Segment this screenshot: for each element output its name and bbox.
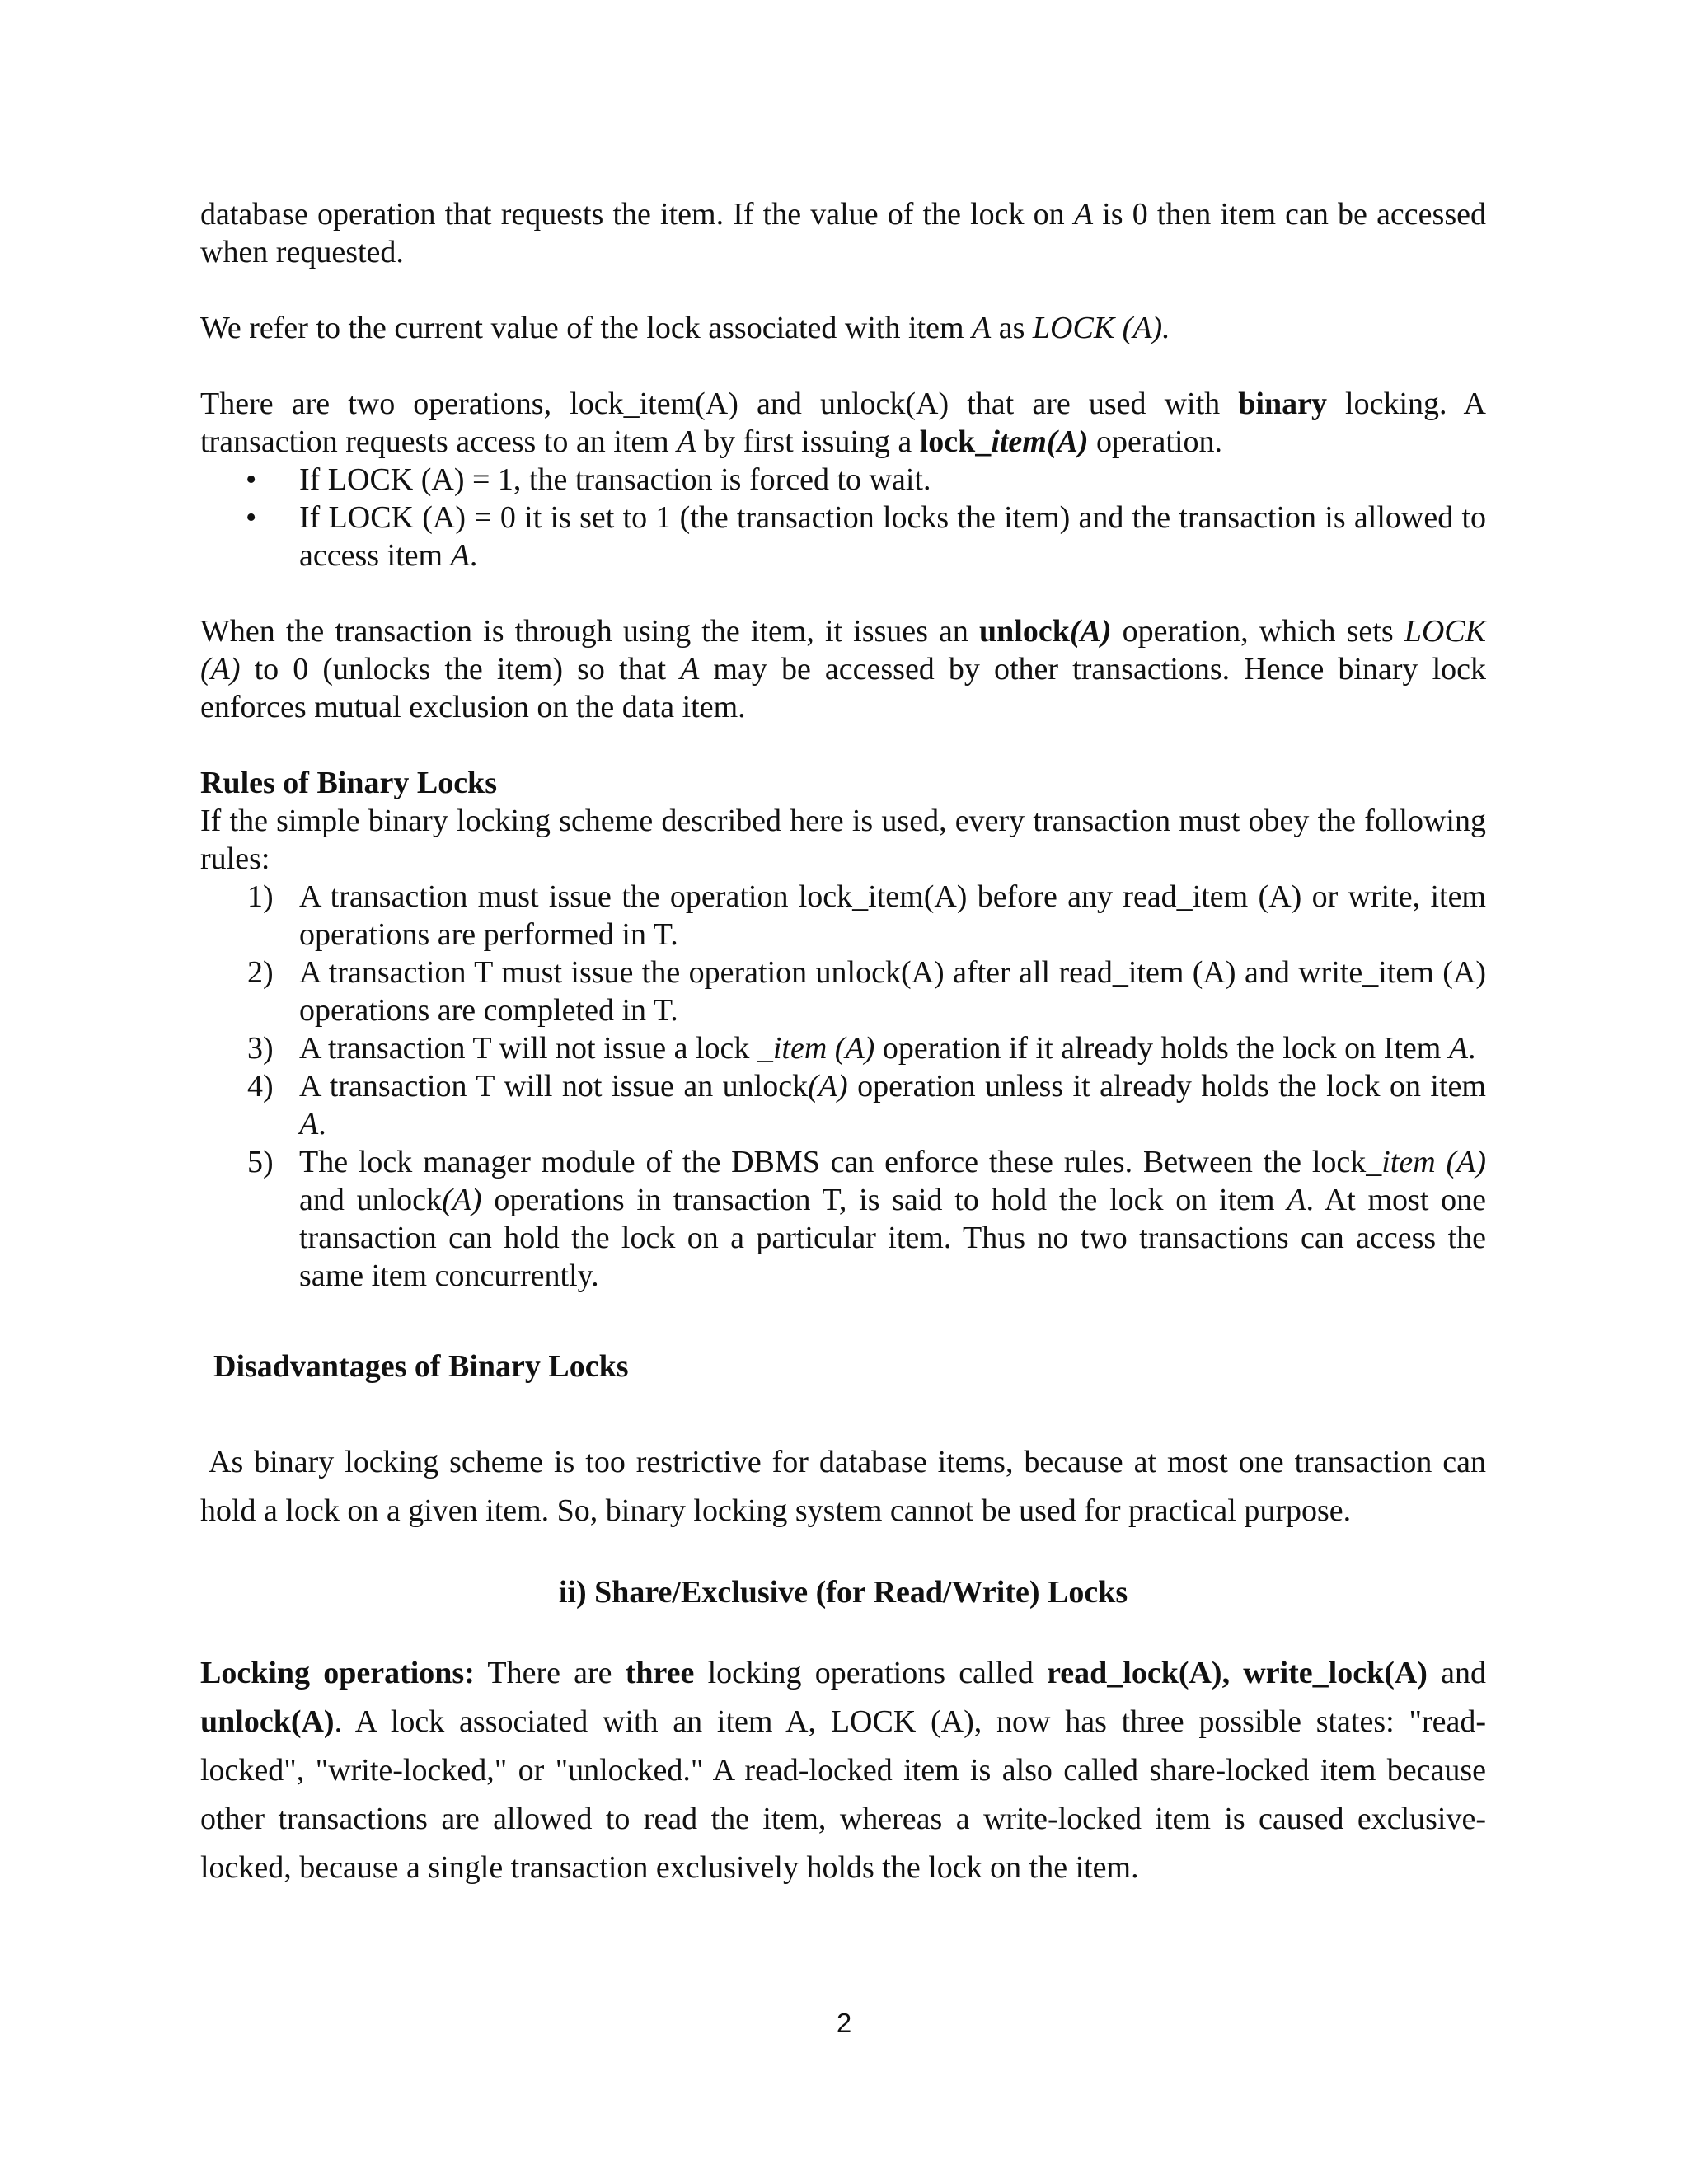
bold-run: unlock (979, 614, 1070, 649)
italic-run: A (450, 538, 470, 573)
text-run: by first issuing a (696, 424, 920, 459)
italic-run: LOCK (A). (1032, 311, 1170, 345)
bullet-list (200, 461, 1486, 574)
paragraph-unlock (200, 612, 1486, 726)
text-run: database operation that requests the item. If the value of the lock on (200, 197, 1074, 232)
rules-heading: Rules of Binary Locks (200, 766, 497, 800)
text-run: A transaction must issue the operation lock_item(A) before any read_item (A) or write, item operations are performed in T. (299, 879, 1486, 952)
list-item (200, 1067, 1486, 1143)
italic-run: item (A) (1381, 1145, 1486, 1179)
text-run: A transaction T must issue the operation unlock(A) after all read_item (A) and write_item (A) operations are completed in T. (299, 955, 1486, 1028)
text-run: A transaction T will not issue a lock _ (299, 1031, 773, 1066)
bold-run: unlock(A) (200, 1704, 335, 1739)
text-run: If LOCK (A) = 0 it is set to 1 (the transaction locks the item) and the transaction is allowed to access item (299, 500, 1486, 573)
bullet-icon: • (246, 462, 257, 497)
text-run: operation unless it already holds the lock on item (847, 1069, 1486, 1104)
text-run: as (991, 311, 1033, 345)
text-run: operation if it already holds the lock on Item (874, 1031, 1449, 1066)
text-run: . A lock associated with an item A, LOCK (A), now has three possible states: "read-locked", "write-locked," or "unlocked." A read-locked item is also called share-locked item because other transactions are allowed to read the item, whereas a write-locked item is caused exclusive-locked, because a single transaction exclusively holds the lock on the item. (200, 1704, 1486, 1885)
paragraph-lock-value (200, 195, 1486, 271)
text-run: and (1427, 1656, 1486, 1690)
bold-italic-run: item(A) (991, 424, 1089, 459)
bold-run: three (625, 1656, 695, 1690)
text-run: If LOCK (A) = 1, the transaction is forced to wait. (299, 462, 931, 497)
text-run: may be accessed by other transactions. Hence binary lock enforces mutual exclusion on the data item. (200, 652, 1487, 724)
text-run: locking. A transaction requests access to an item (200, 387, 1486, 459)
italic-run: A (680, 652, 700, 687)
paragraph-locking-operations (200, 1649, 1486, 1892)
bold-italic-run: (A) (1069, 614, 1112, 649)
list-number: 4) (247, 1069, 274, 1104)
bold-run: lock_ (919, 424, 992, 459)
paragraph-binary-operations (200, 385, 1486, 461)
rules-list (200, 878, 1486, 1295)
bullet-icon: • (246, 500, 257, 535)
list-item (200, 1029, 1486, 1067)
text-run: When the transaction is through using the item, it issues an (200, 614, 979, 649)
list-number: 3) (247, 1031, 274, 1066)
disadvantages-heading: Disadvantages of Binary Locks (213, 1349, 629, 1384)
text-run: . (1468, 1031, 1476, 1066)
text-run: locking operations called (694, 1656, 1048, 1690)
page-number: 2 (836, 2008, 852, 2038)
list-number: 2) (247, 955, 274, 990)
text-run: A transaction T will not issue an unlock (299, 1069, 809, 1104)
list-number: 1) (247, 879, 274, 914)
italic-run: item (A) (772, 1031, 875, 1066)
text-run: is 0 then item can be accessed when requested. (200, 197, 1486, 269)
italic-run: A (1287, 1183, 1306, 1217)
list-item (200, 954, 1486, 1029)
text-run: and unlock (299, 1183, 443, 1217)
list-item (200, 878, 1486, 954)
bold-run: Locking operations: (200, 1656, 475, 1690)
bold-run: read_lock(A), write_lock(A) (1047, 1656, 1428, 1690)
text-run: to 0 (unlocks the item) so that (240, 652, 681, 687)
italic-run: A (299, 1107, 319, 1141)
text-run: . (318, 1107, 326, 1141)
italic-run: (A) (808, 1069, 848, 1104)
paragraph-lock-definition (200, 309, 1486, 347)
text-run: The lock manager module of the DBMS can enforce these rules. Between the lock_ (299, 1145, 1382, 1179)
text-run: operation, which sets (1111, 614, 1404, 649)
page-content (200, 195, 1486, 1892)
italic-run: (A) (442, 1183, 482, 1217)
disadvantages-text: As binary locking scheme is too restrictive for database items, because at most one transaction can hold a lock on a given item. So, binary locking system cannot be used for practical purpose. (200, 1445, 1486, 1528)
text-run: We refer to the current value of the lock associated with item (200, 311, 973, 345)
text-run: . At most one transaction can hold the lock on a particular item. Thus no two transactions can access the same item concurrently. (299, 1183, 1487, 1293)
list-item (200, 499, 1486, 574)
bold-run: binary (1238, 387, 1327, 421)
italic-run: A (677, 424, 696, 459)
text-run: There are (474, 1656, 626, 1690)
list-item (200, 1143, 1486, 1295)
italic-run: A (1448, 1031, 1469, 1066)
list-number: 5) (247, 1145, 274, 1179)
text-run: . (469, 538, 478, 573)
rules-intro: If the simple binary locking scheme described here is used, every transaction must obey the following rules: (200, 804, 1486, 876)
text-run: operation. (1088, 424, 1223, 459)
text-run: operations in transaction T, is said to hold the lock on item (481, 1183, 1287, 1217)
section-title: ii) Share/Exclusive (for Read/Write) Locks (558, 1575, 1128, 1610)
italic-run: A (1073, 197, 1094, 232)
list-item (200, 461, 1486, 499)
italic-run: LOCK (A) (200, 614, 1486, 687)
italic-run: A (972, 311, 992, 345)
text-run: There are two operations, lock_item(A) and unlock(A) that are used with (200, 387, 1239, 421)
